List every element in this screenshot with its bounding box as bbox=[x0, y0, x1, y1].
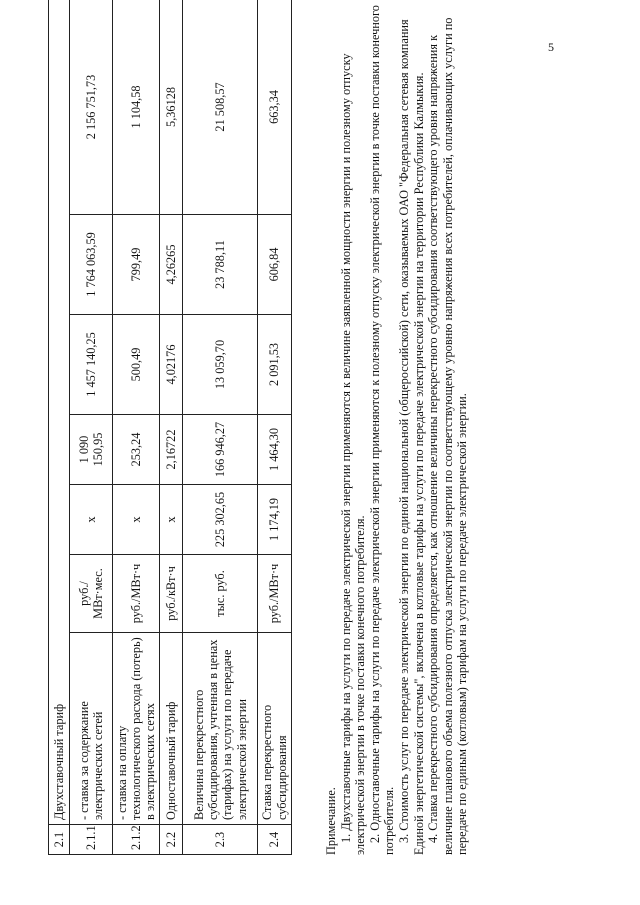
cell-value: 2 091,53 bbox=[258, 315, 291, 415]
page-number: 5 bbox=[548, 40, 554, 54]
cell-value: 23 788,11 bbox=[183, 215, 258, 315]
table-row bbox=[49, 0, 70, 855]
row-number: 2.2 bbox=[160, 825, 183, 855]
row-number: 2.4 bbox=[258, 825, 291, 855]
table-row bbox=[258, 0, 291, 855]
cell-value: 1 764 063,59 bbox=[70, 215, 113, 315]
notes-title: Примечание. bbox=[324, 787, 338, 855]
row-number: 2.1 bbox=[49, 825, 70, 855]
row-name: Величина перекрестного субсидирования, учтенная в ценах (тарифах) на услуги по передаче электрической энергии bbox=[183, 633, 258, 825]
cell-value: 225 302,65 bbox=[183, 485, 258, 555]
cell-value: 2,16722 bbox=[160, 415, 183, 485]
table-row bbox=[113, 0, 160, 855]
cell-value: 500,49 bbox=[113, 315, 160, 415]
cell-value: 1 104,58 bbox=[113, 0, 160, 215]
row-number: 2.3 bbox=[183, 825, 258, 855]
cell-value: 1 174,19 bbox=[258, 485, 291, 555]
cell-value: x bbox=[113, 485, 160, 555]
row-name: Ставка перекрестного субсидирования bbox=[258, 633, 291, 825]
row-name: Одноставочный тариф bbox=[160, 633, 183, 825]
cell-value: 4,02176 bbox=[160, 315, 183, 415]
cell-value: x bbox=[160, 485, 183, 555]
row-number: 2.1.1 bbox=[70, 825, 113, 855]
cell-value: 1 090 150,95 bbox=[70, 415, 113, 485]
row-unit: руб./МВт·мес. bbox=[70, 555, 113, 633]
cell-value: 799,49 bbox=[113, 215, 160, 315]
row-name: - ставка за содержание электрических сетей bbox=[70, 633, 113, 825]
cell-value: 4,26265 bbox=[160, 215, 183, 315]
row-name: Двухставочный тариф bbox=[49, 0, 70, 825]
tariff-table bbox=[48, 0, 292, 855]
cell-value: 166 946,27 bbox=[183, 415, 258, 485]
table-row bbox=[70, 0, 113, 855]
note-item: 1. Двухставочные тарифы на услуги по передаче электрической энергии применяются к величине заявленной мощности энергии и полезному отпуску электрической энергии в точке поставки конечного потребителя. bbox=[338, 53, 368, 855]
cell-value: 13 059,70 bbox=[183, 315, 258, 415]
cell-value: 253,24 bbox=[113, 415, 160, 485]
cell-value: 21 508,57 bbox=[183, 0, 258, 215]
cell-value: 663,34 bbox=[258, 0, 291, 215]
cell-value: x bbox=[70, 485, 113, 555]
note-item: 2. Одноставочные тарифы на услуги по передаче электрической энергии применяются к полезному отпуску электрической энергии в точке поставки конечного потребителя. bbox=[367, 5, 397, 855]
row-unit: руб./МВт·ч bbox=[258, 555, 291, 633]
rotated-page-content bbox=[48, 0, 613, 855]
cell-value: 606,84 bbox=[258, 215, 291, 315]
row-unit: тыс. руб. bbox=[183, 555, 258, 633]
row-name: - ставка на оплату технологического расхода (потерь) в электрических сетях bbox=[113, 633, 160, 825]
note-item: 4. Ставка перекрестного субсидирования определяется, как отношение величины перекрестного субсидирования соответствующего уровня напряжения к величине планового объема полезного отпуска электрической энергии по соответствующему уровню напряжения всех потребителей, оплачивающих услуги по передаче по единым (котловым) тарифам на услуги по передаче электрической энергии. bbox=[426, 17, 470, 855]
cell-value: 1 464,30 bbox=[258, 415, 291, 485]
row-unit: руб./кВт·ч bbox=[160, 555, 183, 633]
notes-section bbox=[324, 0, 470, 855]
row-number: 2.1.2 bbox=[113, 825, 160, 855]
note-item: 3. Стоимость услуг по передаче электрической энергии по единой национальной (общероссийской) сети, оказываемых ОАО "Федеральная сетевая компания Единой энергетической системы", включена в котловые тарифы на услуги по передаче электрической энергии на территории Республики Калмыкия. bbox=[396, 19, 426, 855]
table-row bbox=[160, 0, 183, 855]
cell-value: 5,36128 bbox=[160, 0, 183, 215]
cell-value: 2 156 751,73 bbox=[70, 0, 113, 215]
row-unit: руб./МВт·ч bbox=[113, 555, 160, 633]
table-row bbox=[183, 0, 258, 855]
cell-value: 1 457 140,25 bbox=[70, 315, 113, 415]
